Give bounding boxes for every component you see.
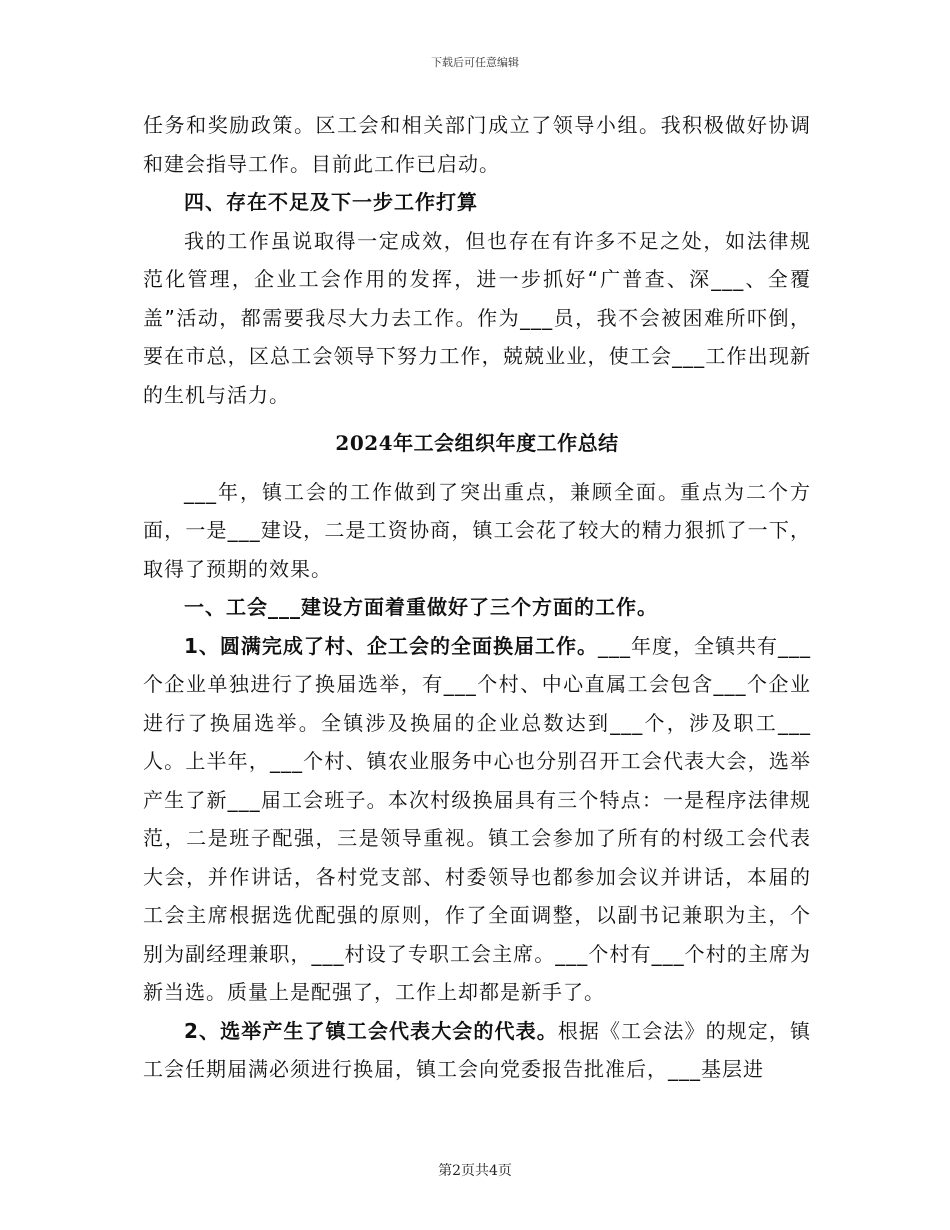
- page-number: 第2页共4页: [438, 1163, 512, 1179]
- item-1-text: ___年度，全镇共有___个企业单独进行了换届选举，有___个村、中心直属工会包含___个企业进行了换届选举。全镇涉及换届的企业总数达到___个，涉及职工___人。上半年，___个村、镇农业服务中心也分别召开工会代表大会，选举产生了新___届工会班子。本次村级换届具有三个特点：一是程序法律规范，二是班子配强，三是领导重视。镇工会参加了所有的村级工会代表大会，并作讲话，各村党支部、村委领导也都参加会议并讲话，本届的工会主席根据选优配强的原则，作了全面调整，以副书记兼职为主，个别为副经理兼职，___村设了专职工会主席。___个村有___个村的主席为新当选。质量上是配强了，工作上却都是新手了。: [143, 633, 812, 1004]
- paragraph-shortcomings: 我的工作虽说取得一定成效，但也存在有许多不足之处，如法律规范化管理，企业工会作用的发挥，进一步抓好“广普查、深___、全覆盖”活动，都需要我尽大力去工作。作为___员，我不会被困难所吓倒，要在市总，区总工会领导下努力工作，兢兢业业，使工会___工作出现新的生机与活力。: [143, 228, 811, 407]
- section-heading-4: 四、存在不足及下一步工作打算: [184, 190, 478, 214]
- document-title: 2024年工会组织年度工作总结: [335, 431, 619, 455]
- header-note: 下载后可任意编辑: [431, 56, 519, 69]
- document-body: [143, 106, 811, 1089]
- section-heading-1: 一、工会___建设方面着重做好了三个方面的工作。: [184, 595, 658, 619]
- paragraph-intro: ___年，镇工会的工作做到了突出重点，兼顾全面。重点为二个方面，一是___建设，二是工资协商，镇工会花了较大的精力狠抓了一下，取得了预期的效果。: [143, 479, 811, 581]
- paragraph-item-2: [143, 1012, 811, 1089]
- item-2-text: 根据《工会法》的规定，镇工会任期届满必须进行换届，镇工会向党委报告批准后，___基层进: [143, 1018, 811, 1081]
- paragraph-continued: 任务和奖励政策。区工会和相关部门成立了领导小组。我积极做好协调和建会指导工作。目前此工作已启动。: [143, 113, 811, 176]
- item-1-lead: 1、圆满完成了村、企工会的全面换届工作。: [184, 633, 598, 658]
- paragraph-item-1: [143, 627, 811, 1012]
- item-2-lead: 2、选举产生了镇工会代表大会的代表。: [184, 1018, 558, 1043]
